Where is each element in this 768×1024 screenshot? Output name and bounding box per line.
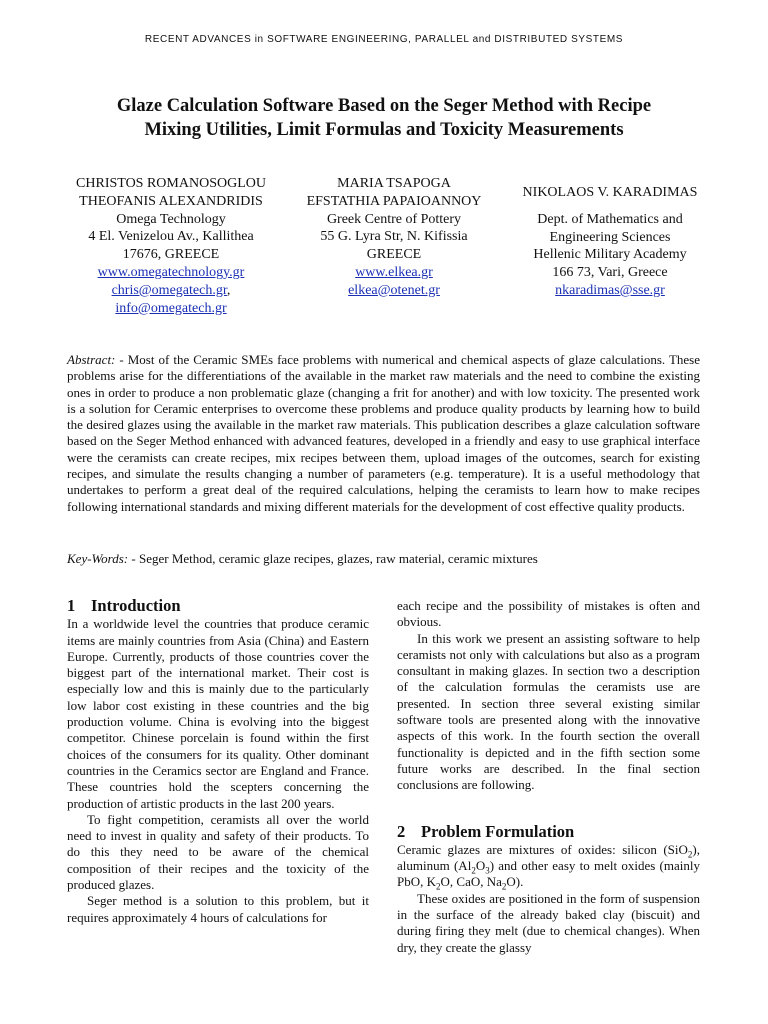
- abstract: [67, 352, 700, 515]
- author-name: MARIA TSAPOGA: [337, 176, 451, 191]
- left-column: [67, 598, 369, 926]
- address: GREECE: [366, 247, 422, 263]
- keywords: [67, 551, 700, 567]
- website-link[interactable]: www.elkea.gr: [355, 264, 433, 280]
- paragraph: In this work we present an assisting software to help ceramists not only with calculations but also as a program consultant in making glazes. In section two a description of the calculation formulas the ceramists use are presented. In section three several existing similar software tools are presented along with the innovative aspects of this work. In the fourth section the overall functionality is depicted and in the fifth section some future works are described. In the final section conclusions are following.: [397, 630, 700, 793]
- paragraph: Ceramic glazes are mixtures of oxides: silicon (SiO$_2$), aluminum $(Al_2O_3)$ and other easy to melt oxides (mainly PbO, $K_2O$, CaO, $Na_2O$).: [397, 841, 700, 893]
- section-title: Introduction: [91, 596, 181, 615]
- right-column: [397, 598, 700, 956]
- section-1-heading: [67, 598, 369, 614]
- address: 4 El. Venizelou Av., Kallithea: [88, 229, 254, 245]
- paragraph: These oxides are positioned in the form of suspension in the surface of the already baked clay (biscuit) and during firing they melt (due to chemical changes). When dry, they create the glassy: [397, 890, 700, 955]
- section-number: 2: [397, 821, 406, 841]
- email-link[interactable]: nkaradimas@sse.gr: [555, 282, 665, 298]
- affiliation: Dept. of Mathematics and: [537, 211, 683, 227]
- affiliation: Hellenic Military Academy: [533, 247, 687, 263]
- website-link[interactable]: www.omegatechnology.gr: [97, 264, 245, 280]
- section-title: Problem Formulation: [421, 821, 575, 841]
- author-name: EFSTATHIA PAPAIOANNOY: [306, 193, 482, 209]
- section-2-heading: [397, 821, 700, 841]
- email-link[interactable]: chris@omegatech.gr: [111, 282, 227, 298]
- abstract-text: - Most of the Ceramic SMEs face problems with numerical and chemical aspects of glaze calculations. These problems arise for the differentiations of the available in the market raw materials and the need to combine the existing ones in order to produce a non problematic glaze (changing a frit for another) and with low toxicity. The presented work is a solution for Ceramic enterprises to overcome these problems and produce quality products by learning how to build the desired glazes using the available in the market raw materials. This publication describes a glaze calculation software based on the Seger Method enhanced with advanced features, developed in a friendly and easy to use graphical interface were the ceramists can create recipes, mix recipes between them, upload images of the outcomes, search for existing recipes, and simulate the results changing a number of parameters (e.g. temperature). It is a useful methodology that undertakes to perform a great deal of the required calculations, helping the ceramists to learn how to make recipes following international standards and mixing different materials for the development of cost effective quality products.: [67, 352, 700, 514]
- email-link[interactable]: elkea@otenet.gr: [348, 282, 440, 298]
- title-line-1: Glaze Calculation Software Based on the Seger Method with Recipe: [116, 96, 652, 116]
- paragraph: In a worldwide level the countries that produce ceramic items are mainly countries from Asia (China) and Eastern Europe. Currently, products of those countries cover the biggest part of the international market. Their cost is especially low and this is mainly due to the particularly low labor cost existing in these countries and the big production volume. China is evolving into the biggest competitor. Chinese porcelain is found within the first choices of the consumers for its quality. Other dominant countries in the Ceramics sector are England and France. These countries hold the scepters concerning the production of artistic products in the last 200 years.: [67, 616, 369, 811]
- author-block-1: CHRISTOS ROMANOSOGLOU THEOFANIS ALEXANDRIDIS Omega Technology 4 El. Venizelou Av., Kallithea 17676, GREECE www.omegatechnology.gr chris@omegatech.gr, info@omegatech.gr: [58, 175, 284, 317]
- paragraph: Seger method is a solution to this problem, but it requires approximately 4 hours of calculations for: [67, 893, 369, 925]
- author-block-2: [284, 175, 504, 300]
- running-header: RECENT ADVANCES in SOFTWARE ENGINEERING, PARALLEL and DISTRIBUTED SYSTEMS: [144, 34, 624, 45]
- keywords-label: Key-Words:: [67, 551, 129, 566]
- address: 17676, GREECE: [122, 247, 220, 263]
- author-name: NIKOLAOS V. KARADIMAS: [522, 185, 698, 200]
- address: 55 G. Lyra Str, N. Kifissia: [320, 229, 468, 245]
- affiliation: Engineering Sciences: [549, 229, 671, 245]
- author-name: THEOFANIS ALEXANDRIDIS: [79, 193, 263, 209]
- affiliation: Greek Centre of Pottery: [326, 211, 462, 227]
- abstract-label: Abstract:: [67, 352, 116, 367]
- paper-title: [40, 94, 728, 142]
- email-link[interactable]: info@omegatech.gr: [115, 300, 227, 316]
- author-name: CHRISTOS ROMANOSOGLOU: [76, 176, 266, 191]
- affiliation: Omega Technology: [116, 211, 226, 227]
- author-block-3: [500, 184, 720, 300]
- title-line-2: Mixing Utilities, Limit Formulas and Toxicity Measurements: [144, 120, 624, 140]
- paragraph: each recipe and the possibility of mistakes is often and obvious.: [397, 598, 700, 630]
- address: 166 73, Vari, Greece: [552, 265, 668, 281]
- keywords-text: - Seger Method, ceramic glaze recipes, glazes, raw material, ceramic mixtures: [128, 551, 538, 566]
- paragraph: To fight competition, ceramists all over the world need to invest in quality and safety of their products. To do this they need to be aware of the chemical composition of their recipes and the toxicity of the produced glazes.: [67, 811, 369, 893]
- section-number: 1: [67, 596, 76, 615]
